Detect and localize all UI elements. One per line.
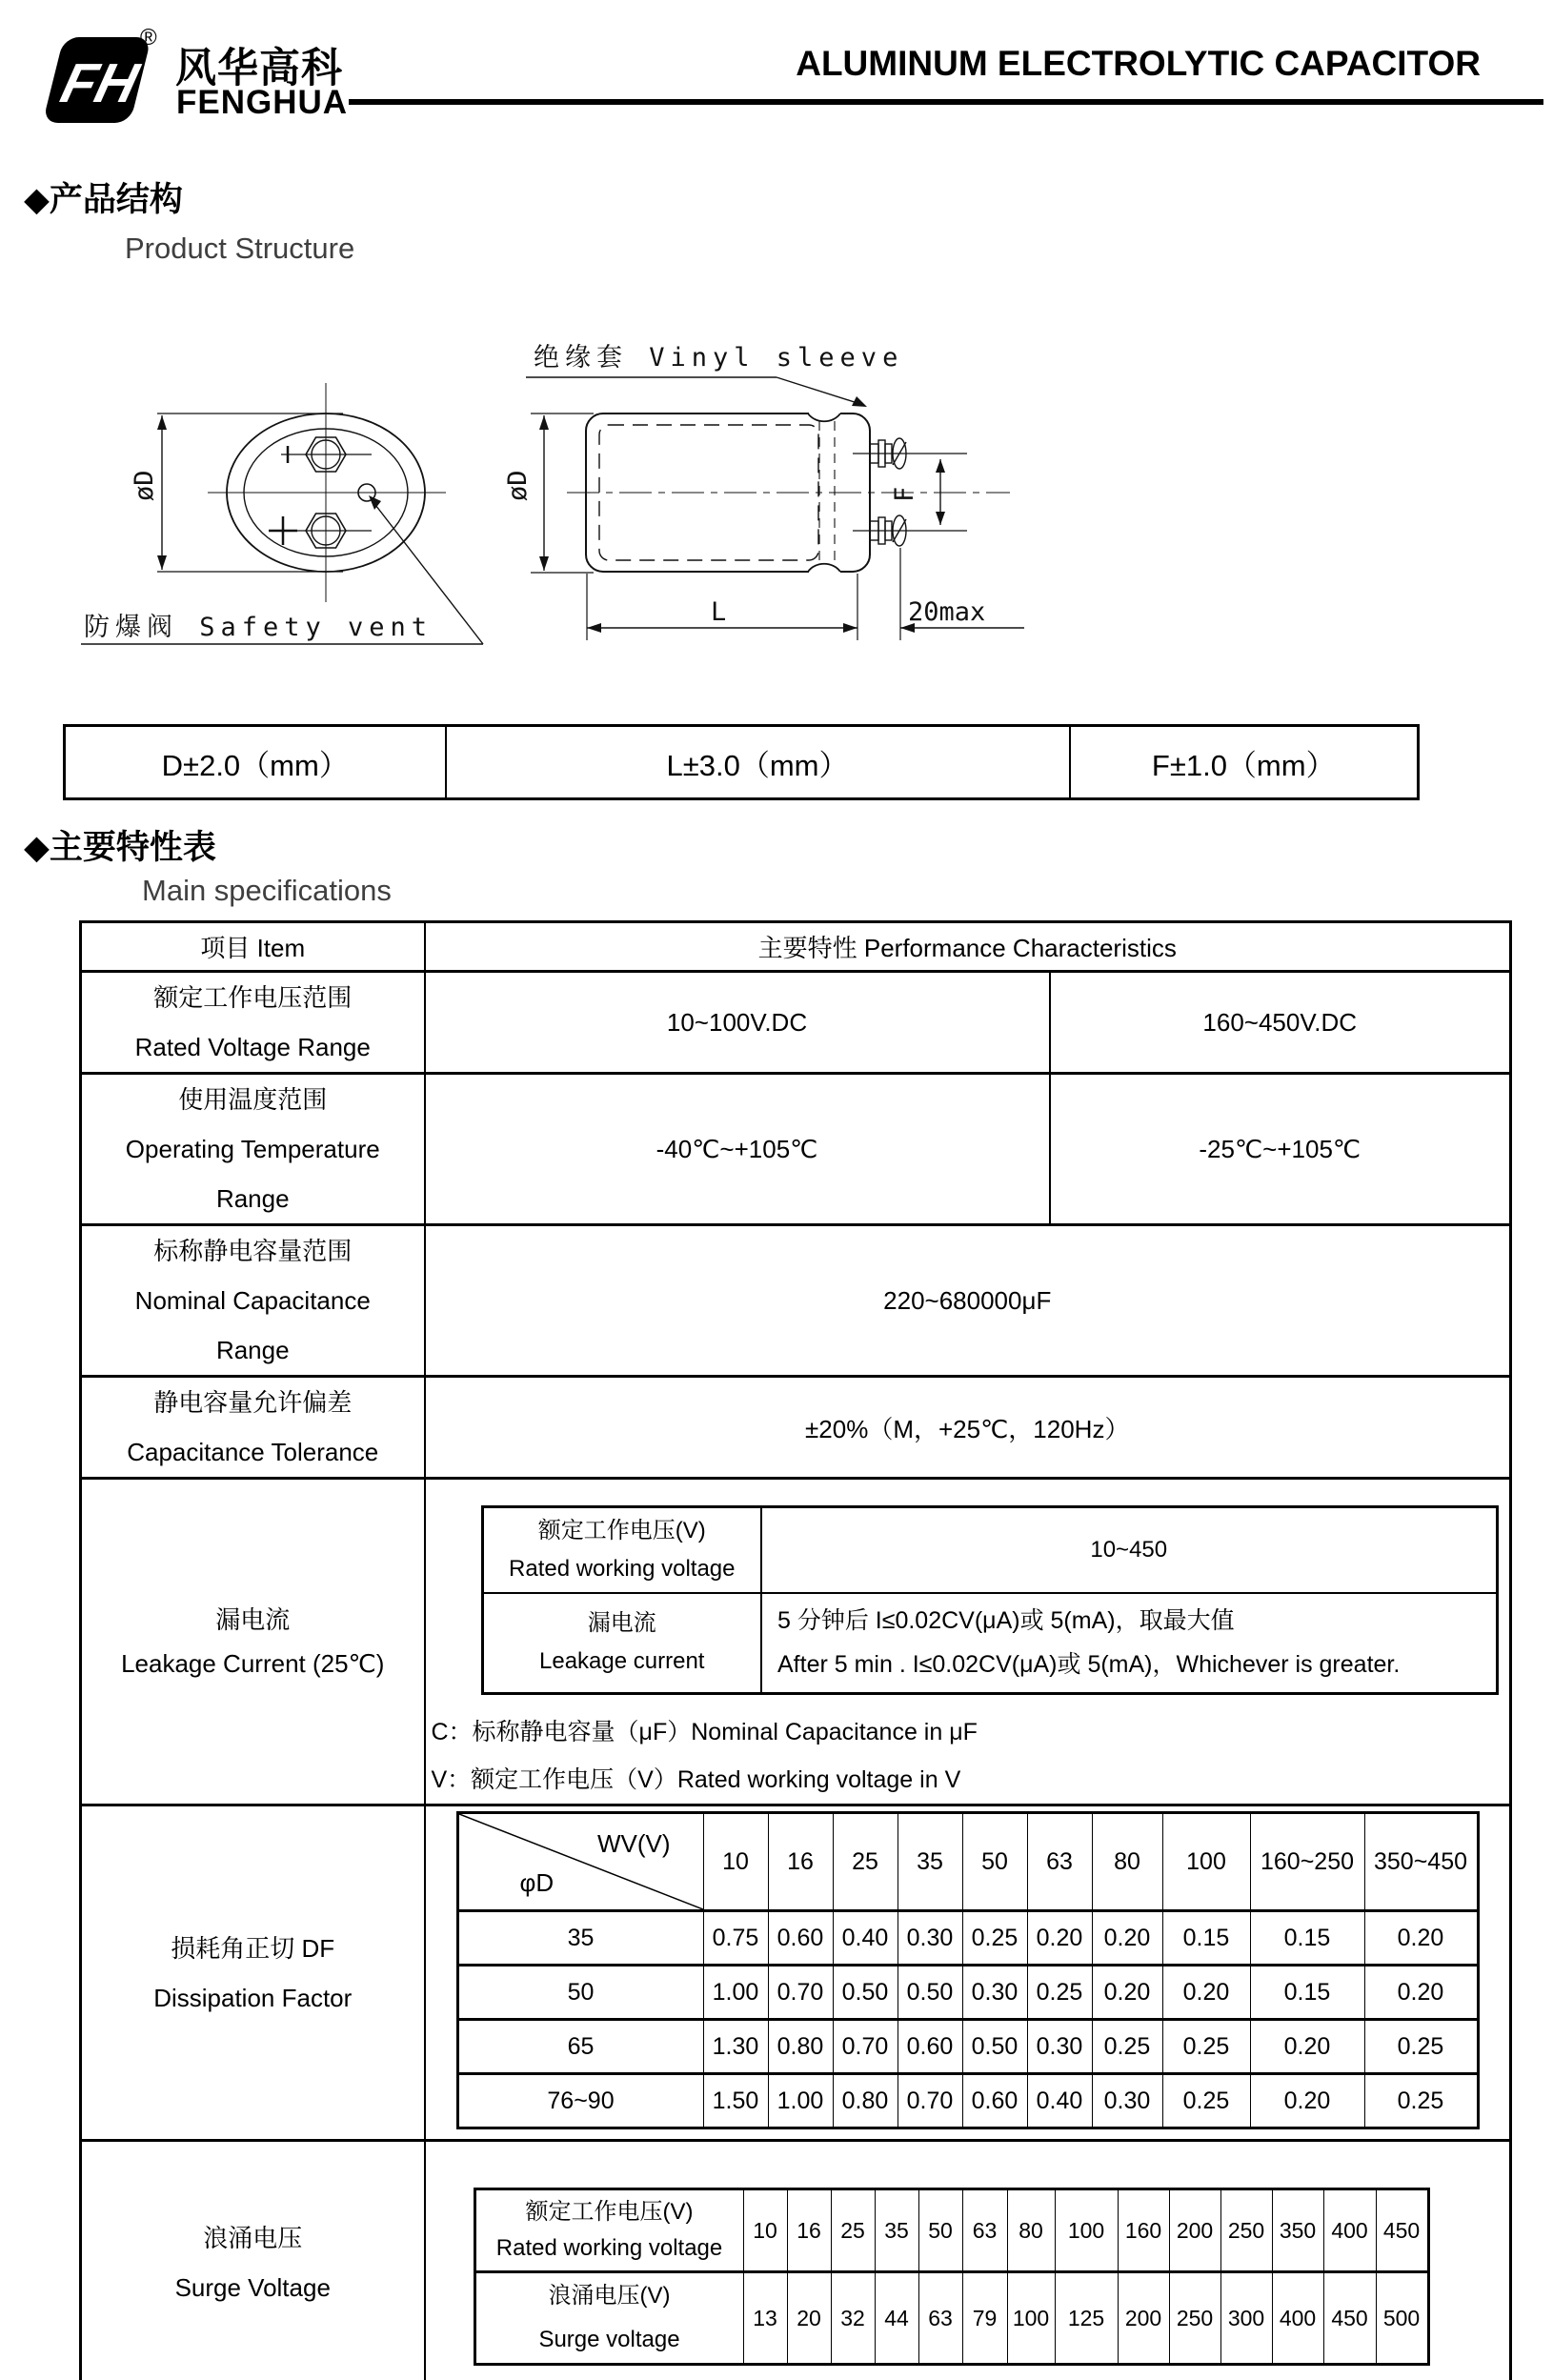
surge-sv-row: 浪涌电压(V) Surge voltage 13 20 32 44 63 79 100 125 200 250 300 400 450 500 [474,2272,1428,2365]
leakage-current-label: 漏电流 Leakage current [482,1593,761,1694]
leakage-label: 漏电流 Leakage Current (25℃) [81,1479,425,1805]
capacitance-label: 标称静电容量范围 Nominal Capacitance Range [81,1225,425,1377]
surge-content-cell [425,2141,1511,2380]
note-v: V：额定工作电压（V）Rated working voltage in V [431,1766,961,1793]
df-label: 损耗角正切 DF Dissipation Factor [81,1805,425,2141]
rated-voltage-row [81,972,1511,1074]
column-header-item: 项目 Item [81,922,425,972]
brand-name-en: FENGHUA [176,84,349,121]
section-product-structure-cn: ◆产品结构 [24,181,183,218]
rated-voltage-label: 额定工作电压范围 Rated Voltage Range [81,972,425,1074]
table-row [65,726,1419,799]
rated-voltage-high: 160~450V.DC [1050,972,1511,1074]
product-structure-drawing [57,305,1239,696]
table-row [482,1593,1497,1694]
registered-trademark: ® [140,25,157,50]
df-data-row: 76~90 1.50 1.00 0.80 0.70 0.60 0.40 0.30 0.25 0.20 0.25 [457,2074,1478,2128]
leakage-voltage-range: 10~450 [761,1507,1497,1593]
logo-monogram: FH [54,52,145,114]
capacitance-range-value: 220~680000μF [425,1225,1511,1377]
temperature-low: -40℃~+105℃ [425,1074,1050,1225]
note-c: C：标称静电容量（μF）Nominal Capacitance in μF [431,1719,978,1745]
table-row [482,1507,1497,1593]
df-diagonal-header: WV(V) φD [457,1813,703,1911]
surge-wv-label: 额定工作电压(V) Rated working voltage [474,2189,743,2272]
column-header-performance: 主要特性 Performance Characteristics [425,922,1511,972]
leakage-content-cell [425,1479,1511,1805]
surge-label: 浪涌电压 Surge Voltage [81,2141,425,2380]
safety-vent-label: 防爆阀 Safety vent [84,613,434,642]
tolerance-row [81,1377,1511,1479]
section-product-structure-en: Product Structure [125,232,355,265]
leakage-current-spec: 5 分钟后 I≤0.02CV(μA)或 5(mA)，取最大值 After 5 min . I≤0.02CV(μA)或 5(mA)，Whichever is greater. [761,1593,1497,1694]
dimension-tolerance-table [63,724,1420,800]
dimension-f-tolerance: F±1.0（mm） [1070,726,1419,799]
diameter-label-side-view: øD [503,470,533,501]
tolerance-value: ±20%（M，+25℃，120Hz） [425,1377,1511,1479]
leakage-notes [432,1708,1510,1804]
surge-sub-table [474,2188,1430,2366]
lead-spacing-label: F [890,486,919,502]
document-title: ALUMINUM ELECTROLYTIC CAPACITOR [796,44,1481,83]
capacitance-row [81,1225,1511,1377]
surge-row [81,2141,1511,2380]
diameter-label-top-view: øD [130,470,159,501]
df-content-cell [425,1805,1511,2141]
df-header-row: WV(V) φD 10 16 25 35 50 63 80 100 160~250 350~450 [457,1813,1478,1911]
df-data-row: 35 0.75 0.60 0.40 0.30 0.25 0.20 0.20 0.15 0.15 0.20 [457,1911,1478,1966]
fenghua-logo-icon [27,31,152,125]
dimension-d-tolerance: D±2.0（mm） [65,726,446,799]
df-data-row: 50 1.00 0.70 0.50 0.50 0.30 0.25 0.20 0.20 0.15 0.20 [457,1966,1478,2020]
main-spec-table [79,920,1512,2380]
spec-header-row [81,922,1511,972]
leakage-voltage-label: 额定工作电压(V) Rated working voltage [482,1507,761,1593]
df-data-row: 65 1.30 0.80 0.70 0.60 0.50 0.30 0.25 0.25 0.20 0.25 [457,2020,1478,2074]
df-sub-table [456,1811,1480,2129]
header-divider [349,99,1543,105]
dimension-l-tolerance: L±3.0（mm） [446,726,1070,799]
temperature-row [81,1074,1511,1225]
terminal-max-label: 20max [908,597,986,627]
df-row [81,1805,1511,2141]
length-label: L [711,597,727,627]
leakage-row [81,1479,1511,1805]
temperature-high: -25℃~+105℃ [1050,1074,1511,1225]
tolerance-label: 静电容量允许偏差 Capacitance Tolerance [81,1377,425,1479]
diagonal-divider [459,1814,703,1909]
brand-name-cn: 风华高科 [175,46,343,91]
leakage-sub-table [481,1505,1499,1695]
vinyl-sleeve-label: 绝缘套 Vinyl sleeve [534,343,904,373]
section-main-specs-en: Main specifications [142,874,392,907]
surge-sv-label: 浪涌电压(V) Surge voltage [474,2272,743,2365]
temperature-label: 使用温度范围 Operating Temperature Range [81,1074,425,1225]
rated-voltage-low: 10~100V.DC [425,972,1050,1074]
section-main-specs-cn: ◆主要特性表 [24,829,216,866]
surge-wv-row: 额定工作电压(V) Rated working voltage 10 16 25 35 50 63 80 100 160 200 250 350 400 450 [474,2189,1428,2272]
